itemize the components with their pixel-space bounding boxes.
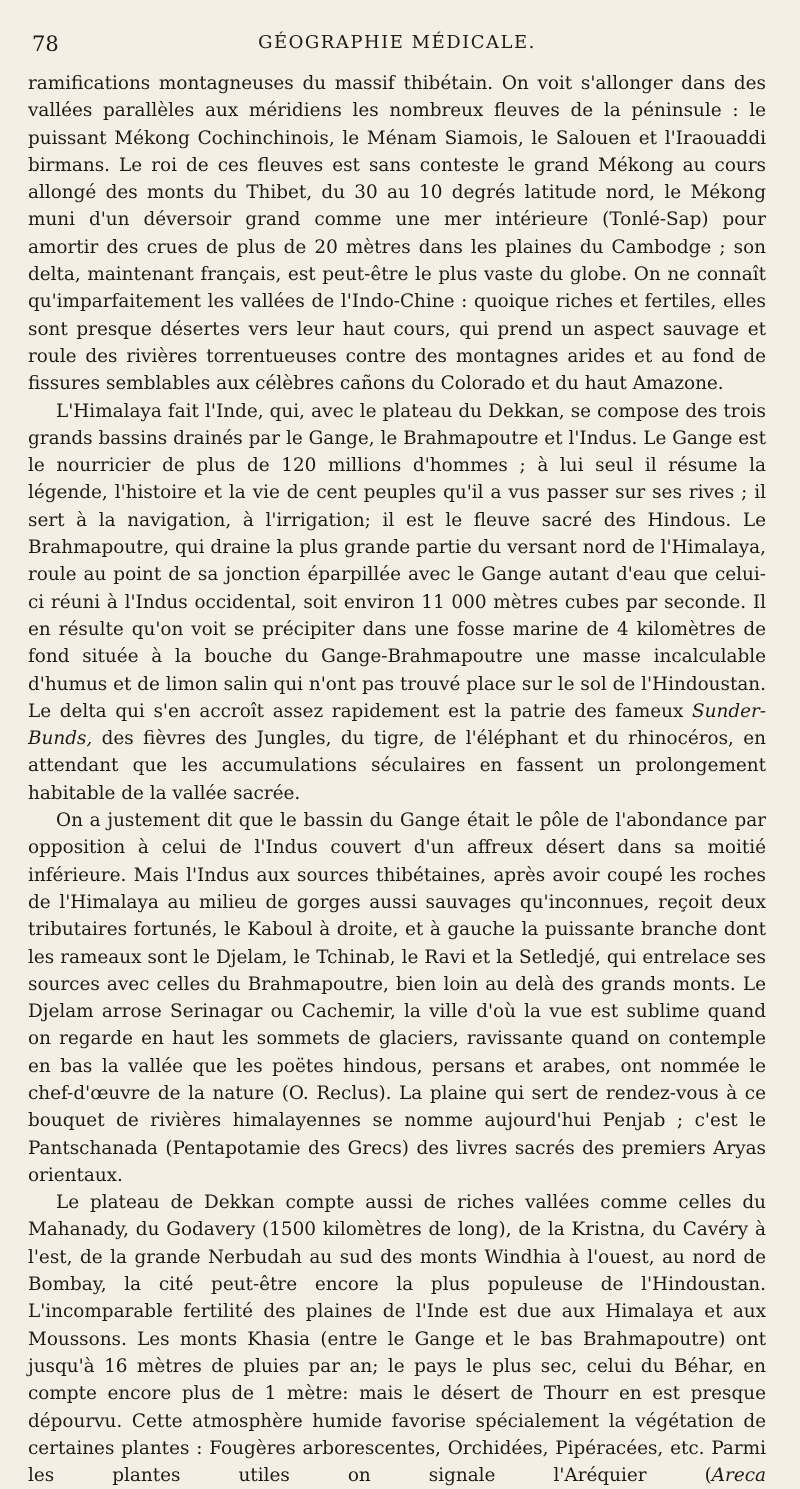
paragraph-2-text-a: L'Himalaya fait l'Inde, qui, avec le plateau du Dekkan, se compose des trois grands bassins drainés par le Gange, le Brahmapoutre et l'Indus. Le Gange est le nourricier de plus de 120 millions d'hommes ; à lui seul il résume la légende, l'histoire et la vie de cent peuples qu'il a vus passer sur ses rives ; il sert à la navigation, à l'irrigation; il est le fleuve sacré des Hindous. Le Brahmapoutre, qui draine la plus grande partie du versant nord de l'Himalaya, roule au point de sa jonction éparpillée avec le Gange autant d'eau que celui-ci réuni à l'Indus occidental, soit environ 11 000 mètres cubes par seconde. Il en résulte qu'on voit se précipiter dans une fosse marine de 4 kilomètres de fond située à la bouche du Gange-Brahmapoutre une masse incalculable d'humus et de limon salin qui n'ont pas trouvé place sur le sol de l'Hindoustan. Le delta qui s'en accroît assez rapidement est la patrie des fameux — [28, 400, 766, 722]
italic-term-sunder-bunds: Sunder-Bunds, — [28, 700, 766, 750]
paragraph-1: ramifications montagneuses du massif thibétain. On voit s'allonger dans des vallées parallèles aux méridiens les nombreux fleuves de la péninsule : le puissant Mékong Cochinchinois, le Ménam Siamois, le Salouen et l'Iraouaddi birmans. Le roi de ces fleuves est sans conteste le grand Mékong au cours allongé des monts du Thibet, du 30 au 10 degrés latitude nord, le Mékong muni d'un déversoir grand comme une mer intérieure (Tonlé-Sap) pour amortir des crues de plus de 20 mètres dans les plaines du Cambodge ; son delta, maintenant français, est peut-être le plus vaste du globe. On ne connaît qu'imparfaitement les vallées de l'Indo-Chine : quoique riches et fertiles, elles sont presque désertes vers leur haut cours, qui prend un aspect sauvage et roule des rivières torrentueuses contre des montagnes arides et au fond de fissures semblables aux célèbres cañons du Colorado et du haut Amazone. — [28, 73, 766, 395]
paragraph-2 — [28, 398, 766, 807]
italic-term-areca: Areca — [711, 1465, 766, 1487]
paragraph-3: On a justement dit que le bassin du Gange était le pôle de l'abondance par opposition à celui de l'Indus couvert d'un affreux désert dans sa moitié inférieure. Mais l'Indus aux sources thibétaines, après avoir coupé les roches de l'Himalaya au milieu de gorges aussi sauvages qu'inconnues, reçoit deux tributaires fortunés, le Kaboul à droite, et à gauche la puissante branche dont les rameaux sont le Djelam, le Tchinab, le Ravi et la Setledjé, qui entrelace ses sources avec celles du Brahmapoutre, bien loin au delà des grands monts. Le Djelam arrose Serinagar ou Cachemir, la ville d'où la vue est sublime quand on regarde en haut les sommets de glaciers, ravissante quand on contemple en bas la vallée que les poëtes hindous, persans et arabes, ont nommée le chef-d'œuvre de la nature (O. Reclus). La plaine qui sert de rendez-vous à ce bouquet de rivières himalayennes se nomme aujourd'hui Penjab ; c'est le Pantschanada (Pentapotamie des Grecs) des livres sacrés des premiers Aryas orientaux. — [28, 810, 766, 1186]
paragraph-4-text: Le plateau de Dekkan compte aussi de riches vallées comme celles du Mahanady, du Godavery (1500 kilomètres de long), de la Kristna, du Cavéry à l'est, de la grande Nerbudah au sud des monts Windhia à l'ouest, au nord de Bombay, la cité peut-être encore la plus populeuse de l'Hindoustan. L'incomparable fertilité des plaines de l'Inde est due aux Himalaya et aux Moussons. Les monts Khasia (entre le Gange et le bas Brahmapoutre) ont jusqu'à 16 mètres de pluies par an; le pays le plus sec, celui du Béhar, en compte encore plus de 1 mètre: mais le désert de Thourr en est presque dépourvu. Cette atmosphère humide favorise spécialement la végétation de certaines plantes : Fougères arborescentes, Orchidées, Pipéracées, etc. Parmi les plantes utiles on signale l'Aréquier ( — [28, 1192, 766, 1487]
body-text — [28, 70, 766, 1489]
running-title: GÉOGRAPHIE MÉDICALE. — [258, 32, 536, 53]
page — [28, 30, 766, 1489]
paragraph-2-text-b: des fièvres des Jungles, du tigre, de l'éléphant et du rhinocéros, en attendant que les accumulations séculaires en fassent un prolongement habitable de la vallée sacrée. — [28, 728, 766, 804]
page-header — [28, 30, 766, 70]
page-number: 78 — [32, 32, 59, 56]
paragraph-4 — [28, 1189, 766, 1489]
